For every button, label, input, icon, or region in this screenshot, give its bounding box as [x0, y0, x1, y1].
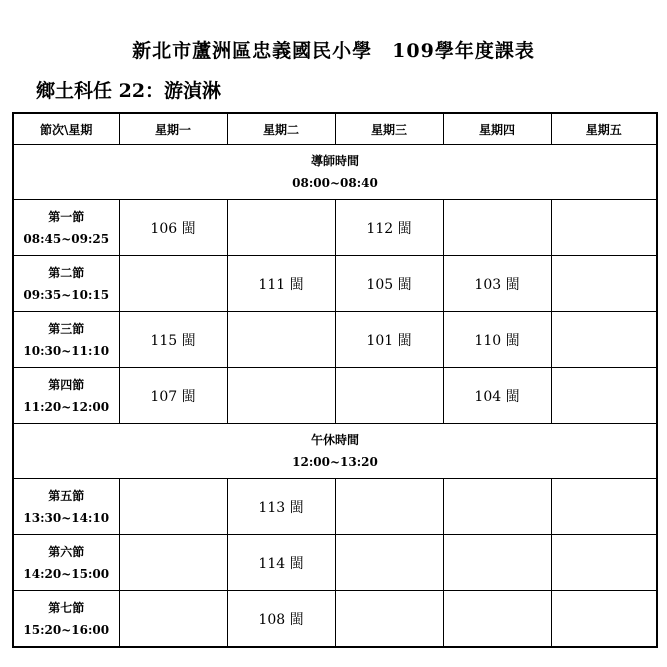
- class-cell: [443, 591, 551, 648]
- class-cell: [119, 256, 227, 312]
- lunch-break-range: 12:00~13:20: [292, 455, 378, 469]
- period-time: 09:35~10:15: [23, 287, 110, 302]
- teacher-label: 鄉土科任 22：游湞淋: [36, 80, 222, 102]
- lunch-break-label: 午休時間: [310, 433, 359, 447]
- class-cell: 103 閩: [443, 256, 551, 312]
- mentor-time-label: 導師時間: [310, 154, 359, 168]
- class-cell: 108 閩: [227, 591, 335, 648]
- class-cell: [227, 200, 335, 256]
- header-period-day: 節次\星期: [13, 113, 119, 145]
- class-cell: 115 閩: [119, 312, 227, 368]
- class-cell: [551, 368, 657, 424]
- period-label-cell: [13, 479, 119, 535]
- class-cell: [551, 591, 657, 648]
- header-wednesday: 星期三: [335, 113, 443, 145]
- period-label-cell: [13, 535, 119, 591]
- period-name: 第四節: [48, 377, 85, 392]
- period-name: 第二節: [48, 265, 85, 280]
- period-time: 10:30~11:10: [23, 343, 110, 358]
- timetable: [12, 112, 658, 648]
- header-row: [13, 113, 657, 145]
- period-time: 11:20~12:00: [23, 399, 110, 414]
- class-cell: [551, 312, 657, 368]
- period-label-cell: [13, 591, 119, 648]
- class-cell: [335, 535, 443, 591]
- period-time: 14:20~15:00: [23, 566, 110, 581]
- period-time: 08:45~09:25: [23, 231, 110, 246]
- period-label-cell: [13, 312, 119, 368]
- class-cell: [119, 591, 227, 648]
- period-time: 13:30~14:10: [23, 510, 110, 525]
- mentor-time-row: [13, 145, 657, 200]
- period-row: [13, 591, 657, 648]
- class-cell: 107 閩: [119, 368, 227, 424]
- class-cell: 113 閩: [227, 479, 335, 535]
- lunch-break-cell: [13, 424, 657, 479]
- period-name: 第三節: [48, 321, 85, 336]
- class-cell: [551, 256, 657, 312]
- class-cell: 104 閩: [443, 368, 551, 424]
- class-cell: [443, 200, 551, 256]
- class-cell: 112 閩: [335, 200, 443, 256]
- class-cell: [335, 479, 443, 535]
- class-cell: [227, 312, 335, 368]
- class-cell: [227, 368, 335, 424]
- class-cell: [335, 368, 443, 424]
- class-cell: [551, 535, 657, 591]
- class-cell: [119, 479, 227, 535]
- period-name: 第五節: [48, 488, 85, 503]
- mentor-time-range: 08:00~08:40: [292, 176, 378, 190]
- class-cell: [443, 479, 551, 535]
- period-name: 第一節: [48, 209, 85, 224]
- period-row: [13, 256, 657, 312]
- class-cell: [119, 535, 227, 591]
- period-row: [13, 535, 657, 591]
- class-cell: [443, 535, 551, 591]
- page-title: 新北市蘆洲區忠義國民小學 109學年度課表: [132, 40, 535, 62]
- period-label-cell: [13, 200, 119, 256]
- period-name: 第六節: [48, 544, 85, 559]
- period-row: [13, 200, 657, 256]
- header-thursday: 星期四: [443, 113, 551, 145]
- class-cell: 106 閩: [119, 200, 227, 256]
- class-cell: 101 閩: [335, 312, 443, 368]
- period-name: 第七節: [48, 600, 85, 615]
- class-cell: 114 閩: [227, 535, 335, 591]
- class-cell: 111 閩: [227, 256, 335, 312]
- header-friday: 星期五: [551, 113, 657, 145]
- class-cell: [551, 479, 657, 535]
- lunch-break-row: [13, 424, 657, 479]
- class-cell: 105 閩: [335, 256, 443, 312]
- period-row: [13, 312, 657, 368]
- class-cell: [551, 200, 657, 256]
- mentor-time-cell: [13, 145, 657, 200]
- period-row: [13, 368, 657, 424]
- class-cell: [335, 591, 443, 648]
- period-label-cell: [13, 368, 119, 424]
- period-row: [13, 479, 657, 535]
- period-label-cell: [13, 256, 119, 312]
- period-time: 15:20~16:00: [23, 622, 110, 637]
- header-tuesday: 星期二: [227, 113, 335, 145]
- class-cell: 110 閩: [443, 312, 551, 368]
- header-monday: 星期一: [119, 113, 227, 145]
